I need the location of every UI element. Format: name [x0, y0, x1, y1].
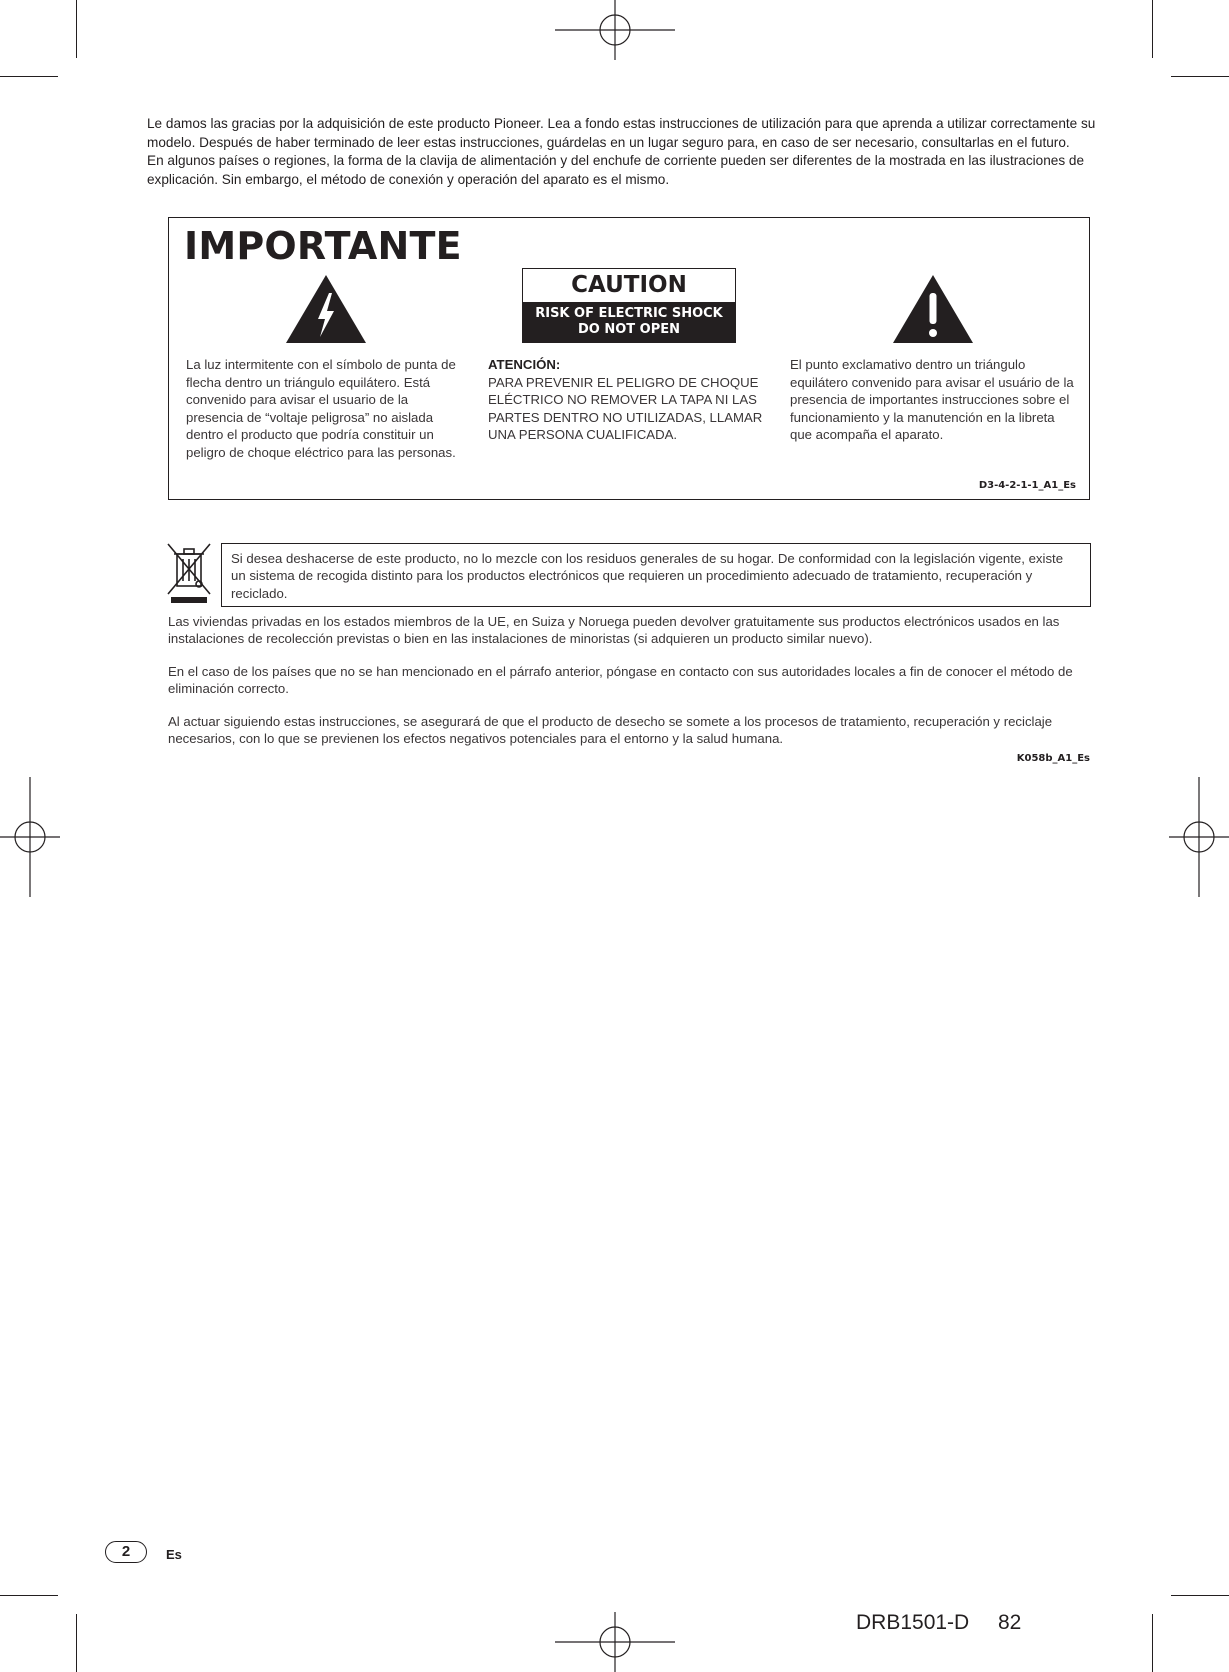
registration-mark-icon — [1169, 777, 1229, 897]
caution-label — [522, 268, 736, 343]
important-safety-box — [168, 217, 1090, 500]
important-title: IMPORTANTE — [184, 224, 462, 268]
intro-paragraph: Le damos las gracias por la adquisición de este producto Pioneer. Lea a fondo estas instrucciones de utilización para que aprenda a utilizar correctamente su modelo. Después de haber terminado de leer estas instrucciones, guárdelas en un lugar seguro para, en caso de ser necesario, consultarlas en el futuro. — [147, 116, 1096, 150]
section-code: D3-4-2-1-1_A1_Es — [978, 480, 1076, 491]
crop-mark — [0, 1595, 58, 1596]
crop-mark — [1152, 0, 1153, 58]
attention-text: PARA PREVENIR EL PELIGRO DE CHOQUE ELÉCTRICO NO REMOVER LA TAPA NI LAS PARTES DENTRO NO UTILIZADAS, LLAMAR UNA PERSONA CUALIFICADA. — [488, 374, 763, 443]
weee-notice-box: Si desea deshacerse de este producto, no lo mezcle con los residuos generales de su hogar. De conformidad con la legislación vigente, existe un sistema de recogida distinto para los productos electrónicos que requieren un procedimiento adecuado de tratamiento, recuperación y reciclado. — [221, 543, 1091, 607]
crop-mark — [76, 0, 77, 58]
caution-line: DO NOT OPEN — [577, 322, 681, 337]
caution-band — [523, 302, 735, 342]
crop-mark — [1171, 1595, 1229, 1596]
section-code: K058b_A1_Es — [1016, 753, 1090, 764]
weee-paragraph: Al actuar siguiendo estas instrucciones, se asegurará de que el producto de desecho se somete a los procesos de tratamiento, recuperación y reciclaje necesarios, con lo que se previenen los efectos negativos potenciales para el entorno y la salud humana. — [168, 714, 1053, 747]
registration-mark-icon — [555, 0, 675, 60]
page-language: Es — [166, 1547, 182, 1562]
intro-paragraph: En algunos países o regiones, la forma de la clavija de alimentación y del enchufe de corriente pueden ser diferentes de la mostrada en las ilustraciones de explicación. Sin embargo, el método de conexión y operación del aparato es el mismo. — [147, 153, 1085, 187]
document-id: DRB1501-D — [856, 1611, 970, 1634]
weee-paragraph: En el caso de los países que no se han mencionado en el párrafo anterior, póngase en contacto con sus autoridades locales a fin de conocer el método de eliminación correcto. — [168, 664, 1073, 697]
attention-block — [488, 356, 768, 444]
exclamation-warning-icon — [891, 273, 975, 345]
caution-line: RISK OF ELECTRIC SHOCK — [535, 306, 723, 321]
lightning-warning-icon — [284, 273, 368, 345]
crop-mark — [76, 1614, 77, 1672]
registration-mark-icon — [0, 777, 60, 897]
attention-heading: ATENCIÓN: — [488, 357, 561, 372]
crossed-bin-icon — [166, 540, 212, 606]
exclamation-description: El punto exclamativo dentro un triángulo equilátero convenido para avisar el usuário de la presencia de importantes instrucciones sobre el funcionamiento y la manutención en la libreta que acompaña el aparato. — [790, 357, 1074, 443]
crop-mark — [1152, 1614, 1153, 1672]
caution-title: CAUTION — [571, 272, 687, 298]
lightning-description: La luz intermitente con el símbolo de punta de flecha dentro un triángulo equilátero. Está convenido para avisar el usuario de la presencia de “voltaje peligrosa” no aislada dentro el producto que podría constituir un peligro de choque eléctrico para las personas. — [186, 357, 456, 460]
crop-mark — [0, 76, 58, 77]
document-page: 82 — [998, 1611, 1022, 1634]
registration-mark-icon — [555, 1612, 675, 1672]
crop-mark — [1171, 76, 1229, 77]
intro-text — [147, 115, 1117, 189]
weee-paragraph: Las viviendas privadas en los estados miembros de la UE, en Suiza y Noruega pueden devolver gratuitamente sus productos electrónicos usados en las instalaciones de recolección previstas o bien en las instalaciones de minoristas (si adquieren un producto similar nuevo). — [168, 614, 1060, 647]
page-number: 2 — [105, 1541, 147, 1563]
